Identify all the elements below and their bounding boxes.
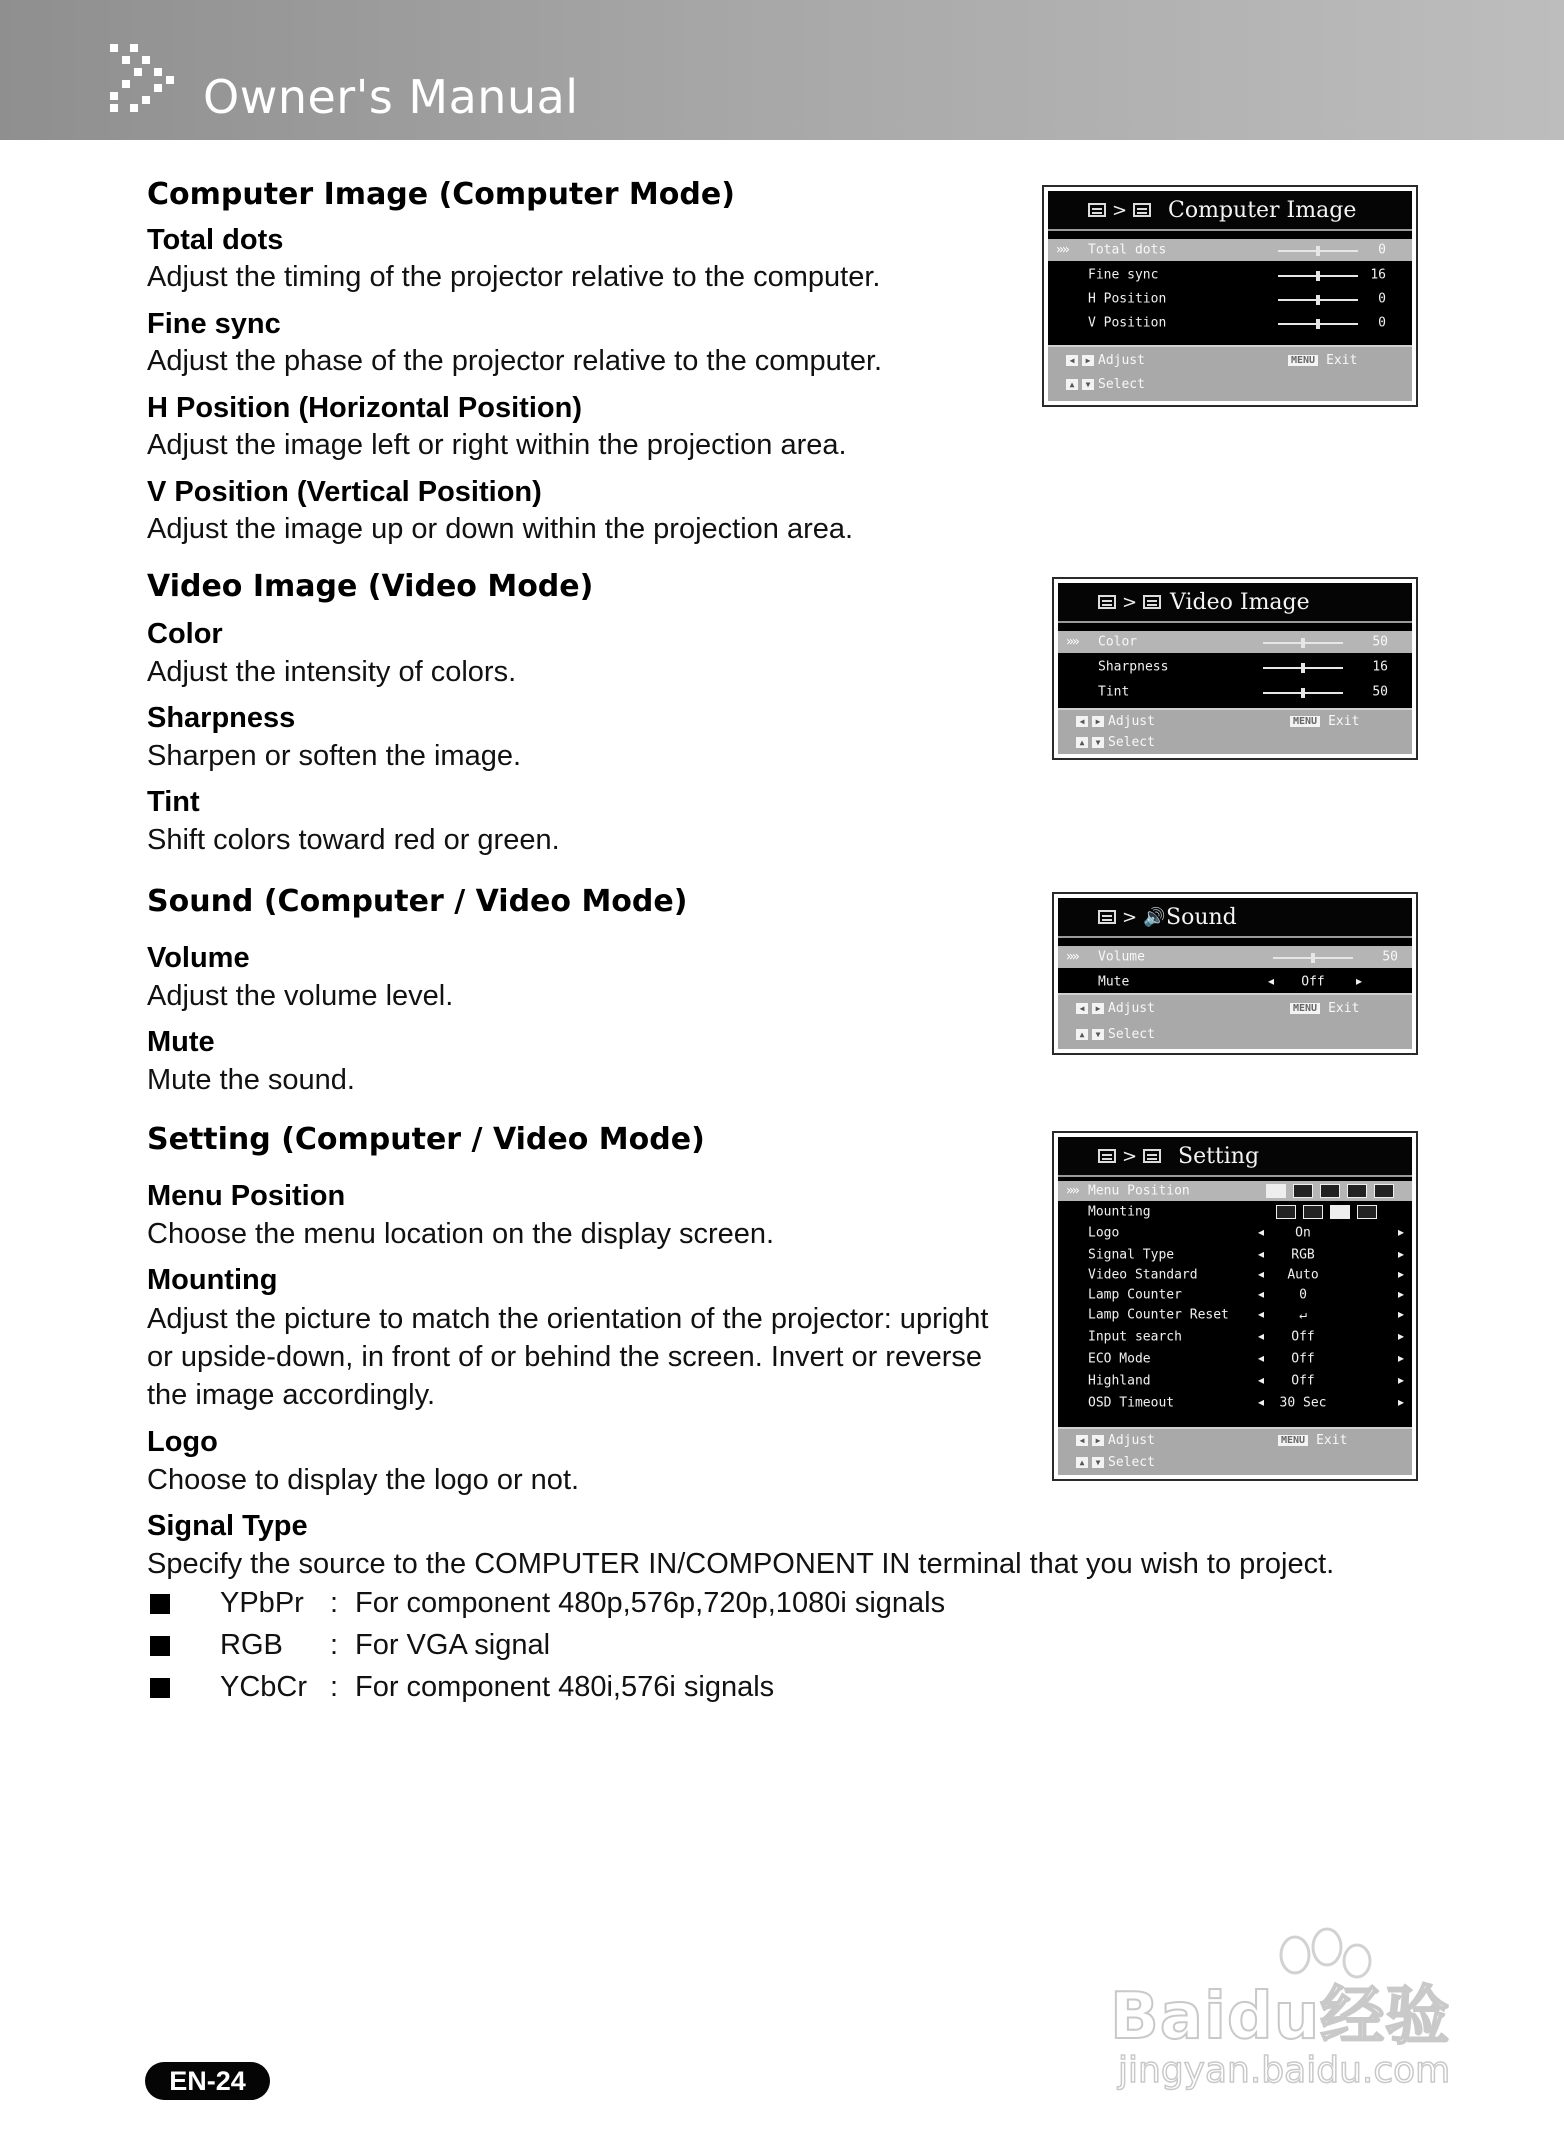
osd-row-setting[interactable]: ECO Mode ◀ Off ▶ bbox=[1088, 1351, 1405, 1367]
mount-rear-icon bbox=[1330, 1205, 1350, 1219]
right-arrow-key-icon: ▶ bbox=[1092, 1435, 1104, 1446]
slider-knob[interactable] bbox=[1316, 271, 1320, 281]
osd-row-fine-sync[interactable]: Fine sync 16 bbox=[1088, 267, 1386, 283]
menu-position-options[interactable] bbox=[1266, 1184, 1394, 1198]
osd-footer: ◀ ▶ Adjust ▲ ▼ Select MENU Exit bbox=[1058, 1427, 1412, 1475]
term-v-position: V Position (Vertical Position) bbox=[147, 476, 542, 508]
osd-title-bar: > Computer Image bbox=[1048, 191, 1412, 231]
osd-footer: ◀ ▶ Adjust ▲ ▼ Select MENU Exit bbox=[1058, 993, 1412, 1049]
osd-row-setting[interactable]: Lamp Counter Reset ◀ ↵ ▶ bbox=[1088, 1307, 1405, 1323]
selected-pointer-icon: »» bbox=[1066, 949, 1078, 965]
left-arrow-icon[interactable]: ◀ bbox=[1258, 1375, 1265, 1387]
up-arrow-key-icon: ▲ bbox=[1076, 1029, 1088, 1040]
osd-row-setting[interactable]: Logo ◀ On ▶ bbox=[1088, 1225, 1405, 1241]
bullet-colon: : bbox=[330, 1629, 339, 1661]
slider[interactable] bbox=[1263, 667, 1343, 669]
position-bottom-right-icon bbox=[1374, 1184, 1394, 1198]
osd-row-sharpness[interactable]: Sharpness 16 bbox=[1098, 659, 1388, 675]
term-mounting: Mounting bbox=[147, 1264, 278, 1296]
right-arrow-icon[interactable]: ▶ bbox=[1398, 1375, 1405, 1387]
left-arrow-icon[interactable]: ◀ bbox=[1258, 1289, 1265, 1301]
desc-volume: Adjust the volume level. bbox=[147, 980, 454, 1012]
slider-knob[interactable] bbox=[1311, 953, 1315, 963]
right-arrow-icon[interactable]: ▶ bbox=[1398, 1353, 1405, 1365]
left-arrow-key-icon: ◀ bbox=[1076, 1435, 1088, 1446]
osd-row-color[interactable]: »» Color 50 bbox=[1058, 631, 1412, 653]
osd-setting bbox=[1052, 1131, 1418, 1481]
right-arrow-icon[interactable]: ▶ bbox=[1356, 976, 1363, 988]
double-chevron-logo-icon bbox=[108, 42, 178, 116]
left-arrow-icon[interactable]: ◀ bbox=[1258, 1249, 1265, 1261]
desc-logo: Choose to display the logo or not. bbox=[147, 1464, 580, 1496]
slider-knob[interactable] bbox=[1301, 688, 1305, 698]
page-header bbox=[0, 0, 1564, 140]
bullet-text-ypbpr: For component 480p,576p,720p,1080i signals bbox=[355, 1587, 946, 1619]
mount-front-icon bbox=[1276, 1205, 1296, 1219]
menu-key-icon: MENU bbox=[1290, 716, 1320, 727]
watermark-brand: Baidu经验 bbox=[1110, 1980, 1451, 2054]
mount-ceiling-icon bbox=[1303, 1205, 1323, 1219]
position-top-left-icon bbox=[1293, 1184, 1313, 1198]
osd-row-setting[interactable]: OSD Timeout ◀ 30 Sec ▶ bbox=[1088, 1395, 1405, 1411]
term-mute: Mute bbox=[147, 1026, 215, 1058]
osd-title-bar: > 🔊 Sound bbox=[1058, 898, 1412, 938]
down-arrow-key-icon: ▼ bbox=[1092, 1457, 1104, 1468]
osd-row-tint[interactable]: Tint 50 bbox=[1098, 684, 1388, 700]
term-h-position: H Position (Horizontal Position) bbox=[147, 392, 582, 424]
osd-row-total-dots[interactable]: »» Total dots 0 bbox=[1048, 239, 1412, 261]
page-number: EN-24 bbox=[145, 2062, 270, 2100]
speaker-icon: 🔊 bbox=[1143, 906, 1166, 928]
osd-row-mounting[interactable]: Mounting bbox=[1058, 1201, 1412, 1223]
right-arrow-icon[interactable]: ▶ bbox=[1398, 1309, 1405, 1321]
bullet-square-icon bbox=[150, 1678, 170, 1698]
left-arrow-icon[interactable]: ◀ bbox=[1258, 1331, 1265, 1343]
position-center-icon bbox=[1266, 1184, 1286, 1198]
osd-row-setting[interactable]: Signal Type ◀ RGB ▶ bbox=[1088, 1247, 1405, 1263]
desc-total-dots: Adjust the timing of the projector relative to the computer. bbox=[147, 261, 881, 293]
slider[interactable] bbox=[1263, 692, 1343, 694]
desc-menu-position: Choose the menu location on the display screen. bbox=[147, 1218, 775, 1250]
osd-title: Setting bbox=[1178, 1143, 1260, 1169]
osd-row-setting[interactable]: Highland ◀ Off ▶ bbox=[1088, 1373, 1405, 1389]
slider-knob[interactable] bbox=[1316, 246, 1320, 256]
menu-icon bbox=[1088, 203, 1106, 217]
term-sharpness: Sharpness bbox=[147, 702, 296, 734]
position-top-right-icon bbox=[1320, 1184, 1340, 1198]
right-arrow-icon[interactable]: ▶ bbox=[1398, 1269, 1405, 1281]
osd-row-h-position[interactable]: H Position 0 bbox=[1088, 291, 1386, 307]
left-arrow-icon[interactable]: ◀ bbox=[1258, 1269, 1265, 1281]
down-arrow-key-icon: ▼ bbox=[1092, 737, 1104, 748]
osd-title: Sound bbox=[1166, 904, 1237, 930]
right-arrow-icon[interactable]: ▶ bbox=[1398, 1397, 1405, 1409]
osd-title: Computer Image bbox=[1168, 197, 1357, 223]
desc-v-position: Adjust the image up or down within the projection area. bbox=[147, 513, 854, 545]
slider-knob[interactable] bbox=[1301, 663, 1305, 673]
term-tint: Tint bbox=[147, 786, 200, 818]
term-logo: Logo bbox=[147, 1426, 218, 1458]
bullet-name-ypbpr: YPbPr bbox=[220, 1587, 304, 1619]
slider[interactable] bbox=[1263, 642, 1343, 644]
osd-sound bbox=[1052, 892, 1418, 1055]
slider[interactable] bbox=[1273, 957, 1353, 959]
watermark-url: jingyan.baidu.com bbox=[1118, 2050, 1451, 2091]
up-arrow-key-icon: ▲ bbox=[1066, 379, 1078, 390]
bullet-square-icon bbox=[150, 1636, 170, 1656]
bullet-colon: : bbox=[330, 1671, 339, 1703]
bullet-colon: : bbox=[330, 1587, 339, 1619]
menu-icon bbox=[1098, 595, 1116, 609]
osd-row-menu-position[interactable]: »» Menu Position bbox=[1058, 1181, 1412, 1201]
bullet-name-rgb: RGB bbox=[220, 1629, 283, 1661]
right-arrow-key-icon: ▶ bbox=[1092, 716, 1104, 727]
menu-key-icon: MENU bbox=[1288, 355, 1318, 366]
menu-key-icon: MENU bbox=[1278, 1435, 1308, 1446]
down-arrow-key-icon: ▼ bbox=[1082, 379, 1094, 390]
section-title-video-image: Video Image (Video Mode) bbox=[147, 569, 594, 604]
term-signal-type: Signal Type bbox=[147, 1510, 308, 1542]
desc-mounting: Adjust the picture to match the orientation of the projector: upright or upside-down, in front of or behind the screen. Invert or reverse the image accordingly. bbox=[147, 1303, 989, 1411]
slider-knob[interactable] bbox=[1316, 319, 1320, 329]
section-title-computer-image: Computer Image (Computer Mode) bbox=[147, 177, 735, 212]
slider-knob[interactable] bbox=[1301, 638, 1305, 648]
right-arrow-key-icon: ▶ bbox=[1092, 1003, 1104, 1014]
slider-knob[interactable] bbox=[1316, 295, 1320, 305]
section-title-setting: Setting (Computer / Video Mode) bbox=[147, 1122, 705, 1157]
video-camera-icon bbox=[1143, 595, 1161, 609]
desc-color: Adjust the intensity of colors. bbox=[147, 656, 517, 688]
menu-icon bbox=[1098, 910, 1116, 924]
up-arrow-key-icon: ▲ bbox=[1076, 737, 1088, 748]
desc-h-position: Adjust the image left or right within the projection area. bbox=[147, 429, 847, 461]
left-arrow-icon[interactable]: ◀ bbox=[1258, 1227, 1265, 1239]
right-arrow-icon[interactable]: ▶ bbox=[1398, 1331, 1405, 1343]
term-fine-sync: Fine sync bbox=[147, 308, 281, 340]
osd-video-image bbox=[1052, 577, 1418, 760]
selected-pointer-icon: »» bbox=[1066, 1183, 1078, 1199]
left-arrow-icon[interactable]: ◀ bbox=[1258, 1353, 1265, 1365]
bullet-text-ycbcr: For component 480i,576i signals bbox=[355, 1671, 775, 1703]
selected-pointer-icon: »» bbox=[1066, 634, 1078, 650]
right-arrow-key-icon: ▶ bbox=[1082, 355, 1094, 366]
osd-title-bar: > Setting bbox=[1058, 1137, 1412, 1177]
desc-sharpness: Sharpen or soften the image. bbox=[147, 740, 522, 772]
left-arrow-key-icon: ◀ bbox=[1066, 355, 1078, 366]
osd-computer-image bbox=[1042, 185, 1418, 407]
desc-signal-type: Specify the source to the COMPUTER IN/COMPONENT IN terminal that you wish to project. bbox=[147, 1548, 1335, 1580]
osd-title: Video Image bbox=[1170, 589, 1310, 615]
menu-icon bbox=[1098, 1149, 1116, 1163]
up-arrow-key-icon: ▲ bbox=[1076, 1457, 1088, 1468]
term-total-dots: Total dots bbox=[147, 224, 284, 256]
osd-footer: ◀ ▶ Adjust ▲ ▼ Select MENU Exit bbox=[1058, 708, 1412, 754]
osd-row-setting[interactable]: Video Standard ◀ Auto ▶ bbox=[1088, 1267, 1405, 1283]
term-color: Color bbox=[147, 618, 223, 650]
right-arrow-icon[interactable]: ▶ bbox=[1398, 1249, 1405, 1261]
left-arrow-icon[interactable]: ◀ bbox=[1258, 1309, 1265, 1321]
osd-row-v-position[interactable]: V Position 0 bbox=[1088, 315, 1386, 331]
osd-row-volume[interactable]: »» Volume 50 bbox=[1058, 946, 1412, 968]
right-arrow-icon[interactable]: ▶ bbox=[1398, 1289, 1405, 1301]
left-arrow-icon[interactable]: ◀ bbox=[1258, 1397, 1265, 1409]
left-arrow-key-icon: ◀ bbox=[1076, 716, 1088, 727]
left-arrow-icon[interactable]: ◀ bbox=[1268, 976, 1275, 988]
settings-tool-icon bbox=[1143, 1149, 1161, 1163]
selected-pointer-icon: »» bbox=[1056, 242, 1068, 258]
position-bottom-left-icon bbox=[1347, 1184, 1367, 1198]
osd-title-bar: > Video Image bbox=[1058, 583, 1412, 623]
bullet-name-ycbcr: YCbCr bbox=[220, 1671, 308, 1703]
mounting-options[interactable] bbox=[1276, 1205, 1377, 1219]
term-volume: Volume bbox=[147, 942, 250, 974]
menu-key-icon: MENU bbox=[1290, 1003, 1320, 1014]
osd-row-setting[interactable]: Input search ◀ Off ▶ bbox=[1088, 1329, 1405, 1345]
bullet-text-rgb: For VGA signal bbox=[355, 1629, 551, 1661]
left-arrow-key-icon: ◀ bbox=[1076, 1003, 1088, 1014]
desc-fine-sync: Adjust the phase of the projector relative to the computer. bbox=[147, 345, 883, 377]
bullet-square-icon bbox=[150, 1594, 170, 1614]
monitor-icon bbox=[1133, 203, 1151, 217]
osd-footer: ◀ ▶ Adjust ▲ ▼ Select MENU Exit bbox=[1048, 345, 1412, 401]
desc-tint: Shift colors toward red or green. bbox=[147, 824, 560, 856]
down-arrow-key-icon: ▼ bbox=[1092, 1029, 1104, 1040]
osd-row-mute[interactable]: Mute ◀ Off ▶ bbox=[1098, 974, 1363, 990]
term-menu-position: Menu Position bbox=[147, 1180, 346, 1212]
right-arrow-icon[interactable]: ▶ bbox=[1398, 1227, 1405, 1239]
mount-rear-ceiling-icon bbox=[1357, 1205, 1377, 1219]
desc-mute: Mute the sound. bbox=[147, 1064, 355, 1096]
section-title-sound: Sound (Computer / Video Mode) bbox=[147, 884, 688, 919]
osd-row-setting[interactable]: Lamp Counter ◀ 0 ▶ bbox=[1088, 1287, 1405, 1303]
manual-title: Owner's Manual bbox=[203, 70, 579, 124]
